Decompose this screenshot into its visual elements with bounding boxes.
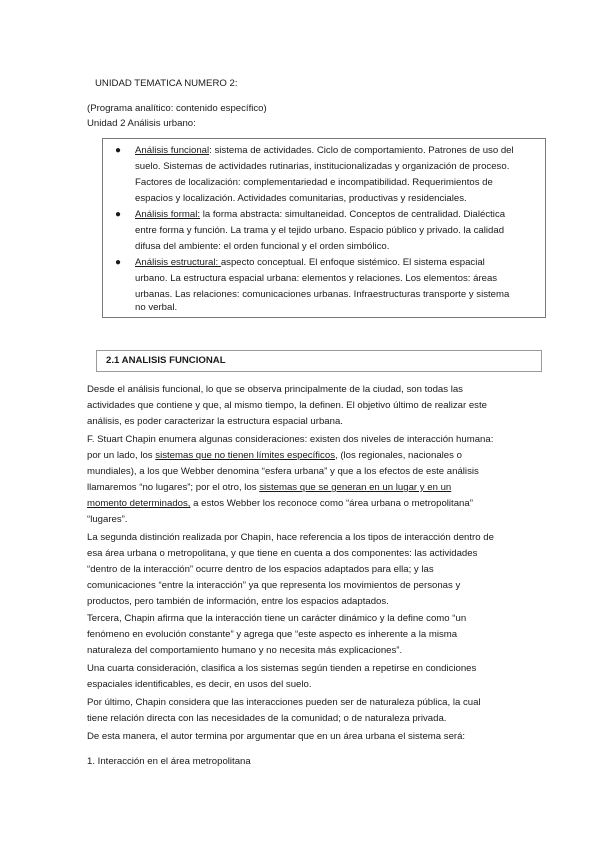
item-line: suelo. Sistemas de actividades rutinarias, institucionalizadas y organización de proceso. xyxy=(135,161,510,172)
paragraph: F. Stuart Chapin enumera algunas consideraciones: existen dos niveles de interacción humana: por un lado, los sistemas que no tienen límites específicos, (los regionales, nacionales o mundiales), a los que Webber denomina “esfera urbana” y que a los efectos de este análisis llamaremos “no lugares”; por el otro, los sistemas que se generan en un lugar y en un momento determinados, a estos Webber los reconoce como “área urbana o metropolitana” “lugares”. xyxy=(87,434,494,525)
unit-title: Unidad 2 Análisis urbano: xyxy=(87,118,196,129)
item-line: urbano. La estructura espacial urbana: elementos y relaciones. Los elementos: áreas xyxy=(135,273,498,284)
bullet-icon: ● xyxy=(115,257,122,268)
document-heading: UNIDAD TEMATICA NUMERO 2: xyxy=(95,78,238,89)
paragraph: Desde el análisis funcional, lo que se observa principalmente de la ciudad, son todas las actividades que contiene y que, al mismo tiempo, la definen. El objetivo último de realizar este análisis, es poder caracterizar la estructura espacial urbana. xyxy=(87,384,487,427)
paragraph: Tercera, Chapin afirma que la interacción tiene un carácter dinámico y la define como “un fenómeno en evolución constante” y agrega que “este aspecto es inherente a la misma naturaleza del comportamiento humano y no necesita más explicaciones”. xyxy=(87,613,467,656)
program-subtitle: (Programa analítico: contenido específico) xyxy=(87,103,267,114)
section-title: 2.1 ANALISIS FUNCIONAL xyxy=(106,355,226,366)
bullet-icon: ● xyxy=(115,209,122,220)
paragraph: De esta manera, el autor termina por argumentar que en un área urbana el sistema será: xyxy=(87,731,466,742)
paragraph: Una cuarta consideración, clasifica a los sistemas según tienden a repetirse en condiciones espaciales identificables, es decir, en usos del suelo. xyxy=(87,663,477,690)
list-item: Análisis funcional: sistema de actividades. Ciclo de comportamiento. Patrones de uso del xyxy=(135,145,514,156)
paragraph: Por último, Chapin considera que las interacciones pueden ser de naturaleza pública, la cual tiene relación directa con las necesidades de la comunidad; o de naturaleza privada. xyxy=(87,697,481,724)
paragraph: 1. Interacción en el área metropolitana xyxy=(87,756,251,767)
item-line: urbanas. Las relaciones: comunicaciones urbanas. Infraestructuras transporte y sistema xyxy=(135,289,510,300)
section-heading-box xyxy=(96,350,542,372)
item-line: espacios y localización. Actividades comunitarias, productivas y residenciales. xyxy=(135,193,467,204)
list-item: Análisis formal: la forma abstracta: simultaneidad. Conceptos de centralidad. Dialéctica xyxy=(135,209,506,220)
item-term: Análisis funcional xyxy=(135,145,210,156)
list-item: Análisis estructural: aspecto conceptual. El enfoque sistémico. El sistema espacial xyxy=(135,257,485,268)
contents-box xyxy=(102,138,546,318)
item-line: entre forma y función. La trama y el tejido urbano. Espacio público y privado. la calidad xyxy=(135,225,505,236)
item-line: difusa del ambiente: el orden funcional y el orden simbólico. xyxy=(135,241,390,252)
item-term: Análisis formal: xyxy=(135,209,201,220)
bullet-icon: ● xyxy=(115,145,122,156)
item-line: no verbal. xyxy=(135,302,178,313)
paragraph: La segunda distinción realizada por Chapin, hace referencia a los tipos de interacción dentro de esa área urbana o metropolitana, y que tiene en cuenta a dos componentes: las actividades “dentro de la interacción” ocurre dentro de los espacios adaptados para ella; y las comunicaciones “entre la interacción” ya que representa los movimientos de personas y productos, pero también de información, entre los espacios adaptados. xyxy=(87,532,494,607)
item-line: Factores de localización: complementariedad e incompatibilidad. Requerimientos de xyxy=(135,177,493,188)
item-term: Análisis estructural: xyxy=(135,257,221,268)
